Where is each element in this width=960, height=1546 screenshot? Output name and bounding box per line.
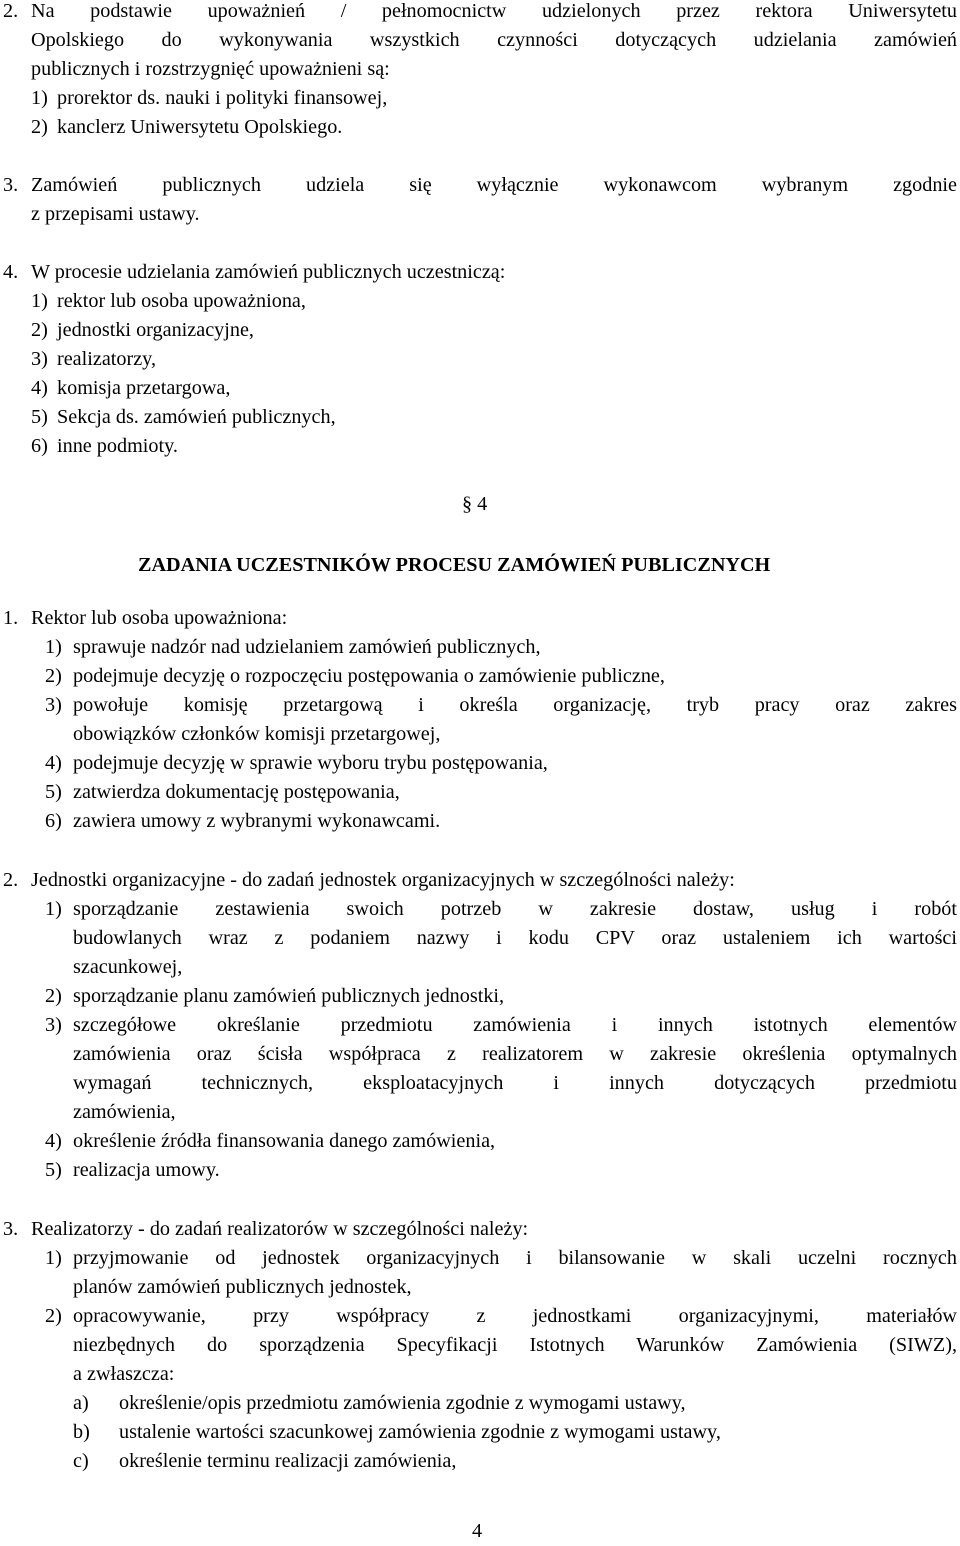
list-text: rektor lub osoba upoważniona, [57,290,306,312]
list-text: niezbędnych do sporządzenia Specyfikacji Istotnych Warunków Zamówienia (SIWZ), [73,1334,957,1356]
paragraph-line [0,26,957,55]
paragraph-3 [0,171,957,229]
list-item [0,982,957,1011]
list-text: obowiązków członków komisji przetargowej, [73,723,441,745]
list-item [0,662,957,691]
list-number: 2) [31,116,48,138]
list-text: podejmuje decyzję w sprawie wyboru trybu postępowania, [73,752,548,774]
list-number: 6) [45,810,62,832]
list-text: inne podmioty. [57,435,178,457]
sub-list-letter: b) [73,1421,90,1443]
list-item [0,895,957,924]
list-text: szczegółowe określanie przedmiotu zamówienia i innych istotnych elementów [73,1014,957,1036]
list-text: realizatorzy, [57,348,156,370]
list-text: komisja przetargowa, [57,377,231,399]
task-group-3 [0,1215,957,1476]
list-text: wymagań technicznych, eksploatacyjnych i innych dotyczących przedmiotu [73,1072,957,1094]
paragraph-number: 2. [3,0,19,22]
paragraph-text: publicznych i rozstrzygnięć upoważnieni są: [31,58,390,80]
list-item [0,691,957,720]
list-text: zatwierdza dokumentację postępowania, [73,781,400,803]
paragraph-line [0,866,957,895]
list-text: budowlanych wraz z podaniem nazwy i kodu CPV oraz ustaleniem ich wartości [73,927,957,949]
list-item-continued [0,1098,957,1127]
list-item-continued [0,924,957,953]
list-text: jednostki organizacyjne, [57,319,254,341]
list-text: zamówienia oraz ścisła współpraca z realizatorem w zakresie określenia optymalnych [73,1043,957,1065]
section-title: ZADANIA UCZESTNIKÓW PROCESU ZAMÓWIEŃ PUBLICZNYCH [138,554,771,576]
list-number: 1) [45,636,62,658]
list-item [0,778,957,807]
sub-list-item [0,1418,957,1447]
list-text: realizacja umowy. [73,1159,220,1181]
paragraph-lead: Realizatorzy - do zadań realizatorów w szczególności należy: [31,1218,529,1240]
list-item [0,403,957,432]
list-item-continued [0,1360,957,1389]
paragraph-lead: Rektor lub osoba upoważniona: [31,607,288,629]
sub-list-item [0,1447,957,1476]
list-text: szacunkowej, [73,956,183,978]
list-item [0,1244,957,1273]
sub-list-text: określenie/opis przedmiotu zamówienia zgodnie z wymogami ustawy, [119,1392,686,1414]
paragraph-4 [0,258,957,461]
list-text: a zwłaszcza: [73,1363,175,1385]
list-text: zamówienia, [73,1101,176,1123]
list-number: 1) [45,898,62,920]
list-number: 2) [45,985,62,1007]
list-item [0,113,957,142]
list-item-continued [0,953,957,982]
list-number: 1) [45,1247,62,1269]
paragraph-text: z przepisami ustawy. [31,203,200,225]
paragraph-line [0,200,957,229]
paragraph-line [0,55,957,84]
list-item [0,287,957,316]
list-number: 1) [31,290,48,312]
list-text: kanclerz Uniwersytetu Opolskiego. [57,116,343,138]
paragraph-line [0,0,957,26]
paragraph-lead: Jednostki organizacyjne - do zadań jednostek organizacyjnych w szczególności należy: [31,869,735,891]
paragraph-number: 3. [3,174,19,196]
section-sign: § 4 [462,493,488,515]
list-text: opracowywanie, przy współpracy z jednostkami organizacyjnymi, materiałów [73,1305,957,1327]
list-item [0,633,957,662]
list-item [0,1156,957,1185]
list-text: zawiera umowy z wybranymi wykonawcami. [73,810,441,832]
list-item [0,374,957,403]
list-text: sporządzanie planu zamówień publicznych jednostki, [73,985,505,1007]
list-item [0,1127,957,1156]
list-item-continued [0,1273,957,1302]
sub-list-item [0,1389,957,1418]
paragraph-text: Na podstawie upoważnień / pełnomocnictw udzielonych przez rektora Uniwersytetu [31,0,957,22]
list-text: sprawuje nadzór nad udzielaniem zamówień publicznych, [73,636,541,658]
sub-list-text: ustalenie wartości szacunkowej zamówienia zgodnie z wymogami ustawy, [119,1421,721,1443]
paragraph-line [0,1215,957,1244]
list-text: planów zamówień publicznych jednostek, [73,1276,412,1298]
list-text: określenie źródła finansowania danego zamówienia, [73,1130,496,1152]
list-number: 3) [45,1014,62,1036]
list-item [0,749,957,778]
list-number: 5) [31,406,48,428]
list-text: sporządzanie zestawienia swoich potrzeb w zakresie dostaw, usług i robót [73,898,957,920]
paragraph-text: W procesie udzielania zamówień publicznych uczestniczą: [31,261,506,283]
list-number: 2) [45,1305,62,1327]
list-number: 6) [31,435,48,457]
list-item [0,1011,957,1040]
list-text: podejmuje decyzję o rozpoczęciu postępowania o zamówienie publiczne, [73,665,665,687]
sub-list-text: określenie terminu realizacji zamówienia, [119,1450,457,1472]
list-item-continued [0,1069,957,1098]
list-item [0,807,957,836]
list-item-continued [0,1040,957,1069]
list-number: 2) [45,665,62,687]
list-text: prorektor ds. nauki i polityki finansowej, [57,87,388,109]
list-item [0,432,957,461]
paragraph-text: Opolskiego do wykonywania wszystkich czynności dotyczących udzielania zamówień [31,29,957,51]
paragraph-line [0,258,957,287]
list-number: 3) [45,694,62,716]
list-item [0,345,957,374]
page-number: 4 [472,1520,483,1542]
paragraph-number: 3. [3,1218,19,1240]
list-number: 4) [45,1130,62,1152]
list-number: 4) [45,752,62,774]
list-text: Sekcja ds. zamówień publicznych, [57,406,336,428]
list-item [0,1302,957,1331]
list-number: 2) [31,319,48,341]
paragraph-2 [0,0,957,142]
list-item-continued [0,1331,957,1360]
list-number: 5) [45,1159,62,1181]
task-group-2 [0,866,957,1185]
list-number: 1) [31,87,48,109]
paragraph-text: Zamówień publicznych udziela się wyłącznie wykonawcom wybranym zgodnie [31,174,957,196]
paragraph-number: 1. [3,607,19,629]
paragraph-number: 2. [3,869,19,891]
list-number: 4) [31,377,48,399]
list-item [0,84,957,113]
list-number: 5) [45,781,62,803]
paragraph-line [0,604,957,633]
list-item [0,316,957,345]
list-text: przyjmowanie od jednostek organizacyjnych i bilansowanie w skali uczelni rocznych [73,1247,957,1269]
task-group-1 [0,604,957,836]
list-text: powołuje komisję przetargową i określa organizację, tryb pracy oraz zakres [73,694,957,716]
list-number: 3) [31,348,48,370]
list-item-continued [0,720,957,749]
sub-list-letter: c) [73,1450,89,1472]
paragraph-line [0,171,957,200]
sub-list-letter: a) [73,1392,89,1414]
paragraph-number: 4. [3,261,19,283]
